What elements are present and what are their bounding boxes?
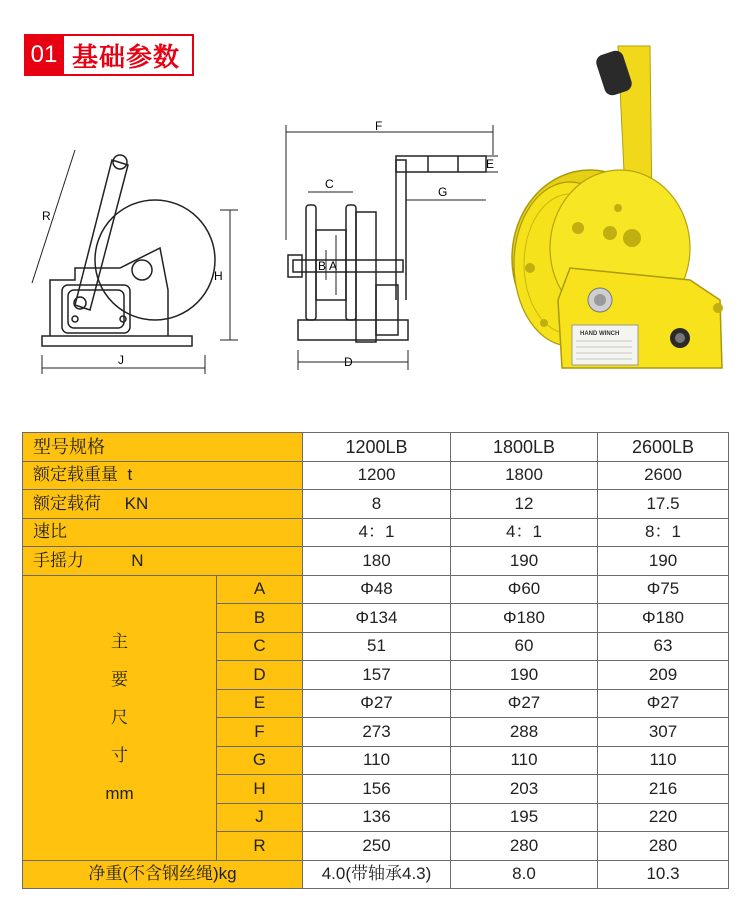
weight-value: 10.3 bbox=[598, 860, 729, 889]
dimension-value: Φ48 bbox=[303, 575, 451, 604]
dimension-value: 110 bbox=[303, 746, 451, 775]
dim-label-f: F bbox=[375, 120, 383, 133]
main-dimensions-char: mm bbox=[105, 783, 134, 803]
model-header: 1200LB bbox=[303, 433, 451, 462]
main-dimensions-char: 寸 bbox=[111, 745, 128, 765]
dimension-key: A bbox=[217, 575, 303, 604]
dimension-value: Φ134 bbox=[303, 604, 451, 633]
dim-label-r: R bbox=[42, 209, 51, 223]
dimension-value: 195 bbox=[451, 803, 598, 832]
param-value: 4：1 bbox=[451, 518, 598, 547]
param-value: 1800 bbox=[451, 461, 598, 490]
dimension-key: F bbox=[217, 718, 303, 747]
main-dimensions-text bbox=[23, 629, 216, 807]
weight-value: 8.0 bbox=[451, 860, 598, 889]
dimension-key: E bbox=[217, 689, 303, 718]
dimension-value: 51 bbox=[303, 632, 451, 661]
param-value: 2600 bbox=[598, 461, 729, 490]
dimension-value: Φ75 bbox=[598, 575, 729, 604]
dimension-key: B bbox=[217, 604, 303, 633]
dimension-value: 60 bbox=[451, 632, 598, 661]
param-value: 4：1 bbox=[303, 518, 451, 547]
main-dimensions-char: 尺 bbox=[111, 707, 128, 727]
section-title: 基础参数 bbox=[64, 34, 194, 76]
dimension-key: D bbox=[217, 661, 303, 690]
dim-label-a: A bbox=[329, 259, 338, 273]
dimension-value: 280 bbox=[598, 832, 729, 861]
dimension-value: Φ27 bbox=[303, 689, 451, 718]
dimension-value: 216 bbox=[598, 775, 729, 804]
dimension-value: 307 bbox=[598, 718, 729, 747]
param-value: 17.5 bbox=[598, 490, 729, 519]
dim-label-b: B bbox=[318, 259, 327, 273]
dimension-value: 190 bbox=[451, 661, 598, 690]
dimension-value: Φ27 bbox=[451, 689, 598, 718]
dimension-value: 280 bbox=[451, 832, 598, 861]
dim-label-j: J bbox=[118, 353, 124, 367]
section-number: 01 bbox=[24, 34, 64, 76]
section-header bbox=[24, 34, 194, 76]
dim-label-c: C bbox=[325, 177, 334, 191]
dimension-value: 136 bbox=[303, 803, 451, 832]
dimension-value: 273 bbox=[303, 718, 451, 747]
param-value: 12 bbox=[451, 490, 598, 519]
table-row bbox=[23, 547, 729, 576]
dimension-value: 63 bbox=[598, 632, 729, 661]
side-view-diagram bbox=[20, 140, 245, 380]
dimension-value: 250 bbox=[303, 832, 451, 861]
dim-label-e: E bbox=[486, 157, 495, 171]
main-dimensions-char: 要 bbox=[111, 669, 128, 689]
dimension-key: C bbox=[217, 632, 303, 661]
model-header: 2600LB bbox=[598, 433, 729, 462]
dimension-value: 156 bbox=[303, 775, 451, 804]
table-header-label: 型号规格 bbox=[23, 433, 303, 462]
dimension-value: Φ60 bbox=[451, 575, 598, 604]
dimension-value: 209 bbox=[598, 661, 729, 690]
param-label: 额定载荷 KN bbox=[23, 490, 303, 519]
model-header: 1800LB bbox=[451, 433, 598, 462]
param-value: 8 bbox=[303, 490, 451, 519]
front-view-diagram bbox=[278, 120, 508, 380]
param-value: 190 bbox=[598, 547, 729, 576]
dimension-key: R bbox=[217, 832, 303, 861]
table-row-weight bbox=[23, 860, 729, 889]
dimension-value: 220 bbox=[598, 803, 729, 832]
weight-value: 4.0(带轴承4.3) bbox=[303, 860, 451, 889]
dim-label-d: D bbox=[344, 355, 353, 369]
param-value: 8：1 bbox=[598, 518, 729, 547]
weight-label: 净重(不含钢丝绳)kg bbox=[23, 860, 303, 889]
param-value: 180 bbox=[303, 547, 451, 576]
dimension-key: J bbox=[217, 803, 303, 832]
table-row bbox=[23, 575, 729, 604]
dimension-value: Φ180 bbox=[598, 604, 729, 633]
param-label: 手摇力 N bbox=[23, 547, 303, 576]
param-value: 190 bbox=[451, 547, 598, 576]
dimension-value: 157 bbox=[303, 661, 451, 690]
dimension-value: 110 bbox=[451, 746, 598, 775]
dim-label-g: G bbox=[438, 185, 448, 199]
main-dimensions-char: 主 bbox=[111, 631, 128, 651]
table-header-row bbox=[23, 433, 729, 462]
table-row bbox=[23, 490, 729, 519]
dimension-key: G bbox=[217, 746, 303, 775]
dim-label-h: H bbox=[214, 269, 223, 283]
param-label: 额定载重量 t bbox=[23, 461, 303, 490]
dimension-value: 110 bbox=[598, 746, 729, 775]
dimension-value: 288 bbox=[451, 718, 598, 747]
main-dimensions-label bbox=[23, 575, 217, 860]
param-value: 1200 bbox=[303, 461, 451, 490]
nameplate-title: HAND WINCH bbox=[580, 331, 620, 337]
dimension-key: H bbox=[217, 775, 303, 804]
winch-product-photo bbox=[500, 38, 732, 383]
param-label: 速比 bbox=[23, 518, 303, 547]
table-row bbox=[23, 518, 729, 547]
table-row bbox=[23, 461, 729, 490]
dimension-value: 203 bbox=[451, 775, 598, 804]
dimension-value: Φ180 bbox=[451, 604, 598, 633]
spec-table bbox=[22, 432, 729, 889]
dimension-value: Φ27 bbox=[598, 689, 729, 718]
